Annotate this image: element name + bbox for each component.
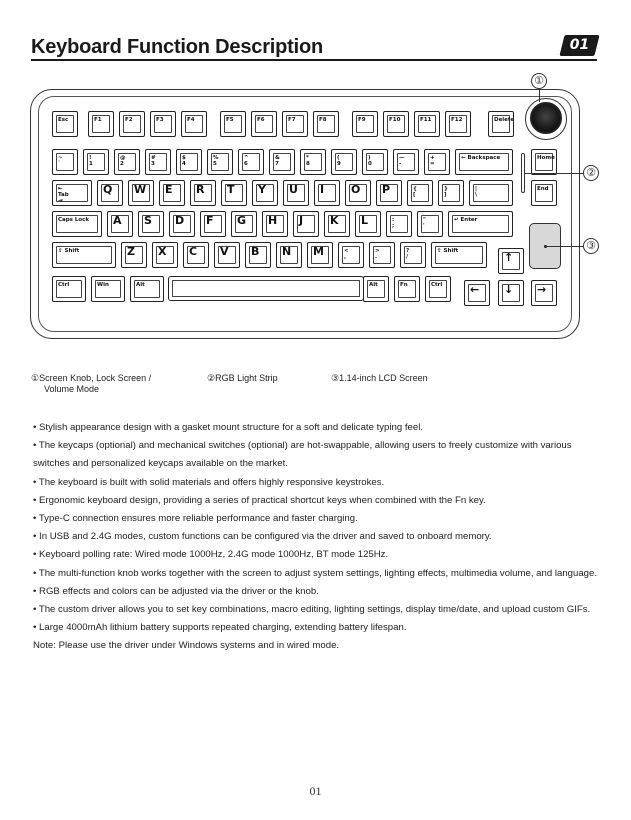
keycap bbox=[52, 149, 78, 175]
callout-1: ① bbox=[531, 73, 547, 89]
keycap bbox=[119, 111, 145, 137]
keycap-legend: : ; bbox=[392, 217, 395, 230]
keyboard-diagram bbox=[30, 89, 580, 339]
page-badge bbox=[559, 35, 599, 56]
list-item: • The keycaps (optional) and mechanical switches (optional) are hot-swappable, allowing users to freely customize with various switches and personalized keycaps available on the market. bbox=[33, 440, 572, 470]
keycap-legend: @ 2 bbox=[120, 155, 126, 168]
keycap bbox=[394, 276, 420, 302]
keycap bbox=[488, 111, 514, 137]
list-item: • Large 4000mAh lithium battery supports repeated charging, extending battery lifespan. bbox=[33, 622, 407, 634]
keycap-legend: I bbox=[320, 183, 325, 196]
keycap bbox=[238, 149, 264, 175]
keycap bbox=[324, 211, 350, 237]
caption-rgb-strip: ②RGB Light Strip bbox=[207, 373, 278, 383]
keycap bbox=[282, 111, 308, 137]
keycap bbox=[424, 149, 450, 175]
keycap bbox=[114, 149, 140, 175]
keycap-legend: S bbox=[144, 214, 152, 227]
keycap-legend: } ] bbox=[444, 186, 448, 199]
callout-3: ③ bbox=[583, 238, 599, 254]
keycap-legend: F3 bbox=[156, 117, 164, 123]
keycap-legend: + = bbox=[430, 155, 435, 168]
keycap-legend: C bbox=[189, 245, 198, 258]
keycap bbox=[251, 111, 277, 137]
keycap-legend: " ' bbox=[423, 217, 426, 230]
keycap-legend: F7 bbox=[288, 117, 296, 123]
keycap bbox=[445, 111, 471, 137]
keycap-legend: Win bbox=[97, 282, 109, 288]
keycap-legend: F12 bbox=[451, 117, 463, 123]
keycap-legend: Q bbox=[103, 183, 113, 196]
keycap bbox=[362, 149, 388, 175]
keycap-legend: # 3 bbox=[151, 155, 156, 168]
keycap bbox=[52, 180, 92, 206]
note: Note: Please use the driver under Windows systems and in wired mode. bbox=[33, 640, 340, 652]
keycap bbox=[407, 180, 433, 206]
keycap bbox=[431, 242, 487, 268]
keycap bbox=[269, 149, 295, 175]
keycap-legend: F5 bbox=[226, 117, 234, 123]
keycap-legend: ⇧ Shift bbox=[437, 248, 459, 254]
keycap bbox=[220, 111, 246, 137]
keycap-legend: ? / bbox=[406, 248, 410, 261]
keycap-legend: ← Backspace bbox=[461, 155, 501, 161]
keycap bbox=[425, 276, 451, 302]
keycap-legend: ! 1 bbox=[89, 155, 93, 168]
keycap bbox=[363, 276, 389, 302]
title-underline bbox=[31, 59, 597, 61]
keycap bbox=[181, 111, 207, 137]
keycap bbox=[414, 111, 440, 137]
keycap-legend: F4 bbox=[187, 117, 195, 123]
keycap bbox=[130, 276, 164, 302]
keycap-legend: F11 bbox=[420, 117, 432, 123]
keycap-legend: H bbox=[268, 214, 278, 227]
list-item: • Stylish appearance design with a gasket mount structure for a soft and delicate typing feel. bbox=[33, 422, 423, 433]
keycap-legend: $ 4 bbox=[182, 155, 186, 168]
keycap bbox=[498, 280, 524, 306]
list-item: • Ergonomic keyboard design, providing a series of practical shortcut keys when combined with the Fn key. bbox=[33, 494, 486, 506]
keycap-legend: → bbox=[537, 283, 547, 296]
keycap bbox=[121, 242, 147, 268]
keycap-legend: F10 bbox=[389, 117, 401, 123]
keycap-legend: N bbox=[282, 245, 292, 258]
keycap-legend: K bbox=[330, 214, 339, 227]
keycap bbox=[214, 242, 240, 268]
keycap bbox=[262, 211, 288, 237]
keycap-legend: E bbox=[165, 183, 173, 196]
keycap bbox=[52, 242, 116, 268]
keycap-legend: ↑ bbox=[504, 251, 514, 264]
keycap-legend: W bbox=[134, 183, 147, 196]
keycap bbox=[207, 149, 233, 175]
screen-knob bbox=[530, 102, 562, 134]
keycap bbox=[469, 180, 513, 206]
list-item: • Type-C connection ensures more reliable performance and faster charging. bbox=[33, 513, 358, 525]
keycap-legend: F6 bbox=[257, 117, 265, 123]
callout-3-leader bbox=[546, 246, 583, 247]
list-item: • In USB and 2.4G modes, custom functions can be configured via the driver and saved to onboard memory. bbox=[33, 531, 492, 543]
keycap bbox=[245, 242, 271, 268]
keycap bbox=[221, 180, 247, 206]
keycap bbox=[150, 111, 176, 137]
list-item: • The custom driver allows you to set key combinations, macro editing, lighting settings, display time/date, and upload custom GIFs. bbox=[33, 604, 591, 616]
keycap bbox=[531, 180, 557, 206]
keycap bbox=[438, 180, 464, 206]
keycap-legend: T bbox=[227, 183, 235, 196]
keycap bbox=[152, 242, 178, 268]
list-item: • The keyboard is built with solid materials and offers highly responsive keystrokes. bbox=[33, 476, 385, 488]
keycap-legend: V bbox=[220, 245, 229, 258]
spacebar-key bbox=[168, 276, 364, 301]
keycap bbox=[145, 149, 171, 175]
keycap bbox=[352, 111, 378, 137]
keycap-legend: F9 bbox=[358, 117, 366, 123]
keycap bbox=[345, 180, 371, 206]
keycap-legend: B bbox=[251, 245, 260, 258]
keycap bbox=[91, 276, 125, 302]
keycap-legend: P bbox=[382, 183, 391, 196]
keycap-legend: F1 bbox=[94, 117, 102, 123]
keycap bbox=[107, 211, 133, 237]
keycap-legend: Fn bbox=[400, 282, 408, 288]
keycap-legend: A bbox=[113, 214, 122, 227]
keycap bbox=[464, 280, 490, 306]
keycap bbox=[252, 180, 278, 206]
list-item: • The multi-function knob works together with the screen to adjust system settings, lighting effects, multimedia volume, and language. bbox=[33, 567, 597, 579]
keycap bbox=[338, 242, 364, 268]
keycap bbox=[314, 180, 340, 206]
list-item: • Keyboard polling rate: Wired mode 1000Hz, 2.4G mode 1000Hz, BT mode 125Hz. bbox=[33, 549, 389, 561]
keycap bbox=[369, 242, 395, 268]
keycap-legend: X bbox=[158, 245, 167, 258]
page-badge-label: 01 bbox=[569, 37, 590, 53]
caption-knob: ①Screen Knob, Lock Screen / bbox=[31, 373, 152, 383]
keycap-legend: ~ ` bbox=[58, 155, 63, 168]
keycap-legend: Alt bbox=[369, 282, 378, 288]
keycap bbox=[169, 211, 195, 237]
keycap bbox=[313, 111, 339, 137]
keycap bbox=[498, 248, 524, 274]
keycap-legend: Esc bbox=[58, 117, 69, 123]
caption-knob-cont: Volume Mode bbox=[44, 384, 100, 394]
keycap-legend: O bbox=[351, 183, 361, 196]
keycap-legend: — - bbox=[399, 155, 405, 168]
keycap bbox=[159, 180, 185, 206]
keycap-legend: ⇤ Tab ⇥ bbox=[58, 186, 69, 205]
keycap-legend: Z bbox=[127, 245, 135, 258]
keycap-legend: D bbox=[175, 214, 185, 227]
keycap-legend: J bbox=[299, 214, 304, 227]
keycap bbox=[52, 111, 78, 137]
keycap bbox=[355, 211, 381, 237]
page-title: Keyboard Function Description bbox=[31, 36, 324, 58]
keycap-legend: % 5 bbox=[213, 155, 219, 168]
keycap bbox=[400, 242, 426, 268]
keycap-legend: ↵ Enter bbox=[454, 217, 478, 223]
keycap bbox=[190, 180, 216, 206]
keycap-legend: ) 0 bbox=[368, 155, 372, 168]
keycap-legend: Ctrl bbox=[58, 282, 70, 288]
keycap bbox=[386, 211, 412, 237]
keycap-legend: ⇧ Shift bbox=[58, 248, 80, 254]
callout-2: ② bbox=[583, 165, 599, 181]
keycap-legend: Ctrl bbox=[431, 282, 443, 288]
keycap bbox=[176, 149, 202, 175]
keycap bbox=[128, 180, 154, 206]
keycap-legend: ^ 6 bbox=[244, 155, 249, 168]
keycap bbox=[393, 149, 419, 175]
list-item: • RGB effects and colors can be adjusted via the driver or the knob. bbox=[33, 585, 319, 597]
keycap-legend: End bbox=[537, 186, 549, 192]
callout-1-leader bbox=[539, 89, 540, 102]
keycap-legend: ↓ bbox=[504, 283, 514, 296]
keycap-legend: Delete bbox=[494, 117, 515, 123]
keycap-legend: ← bbox=[470, 283, 480, 296]
keycap-legend: Home bbox=[537, 155, 555, 161]
keycap-legend: < , bbox=[344, 248, 349, 261]
keycap-legend: F2 bbox=[125, 117, 133, 123]
keycap bbox=[531, 149, 557, 175]
keycap-legend: * 8 bbox=[306, 155, 310, 168]
page-number: 01 bbox=[309, 784, 322, 798]
keycap bbox=[276, 242, 302, 268]
keycap bbox=[283, 180, 309, 206]
keycap-legend: R bbox=[196, 183, 205, 196]
caption-lcd: ③1.14-inch LCD Screen bbox=[331, 373, 428, 383]
keycap bbox=[97, 180, 123, 206]
keycap-legend: L bbox=[361, 214, 369, 227]
keycap bbox=[88, 111, 114, 137]
keycap-legend: U bbox=[289, 183, 298, 196]
keycap bbox=[300, 149, 326, 175]
keycap bbox=[52, 276, 86, 302]
keycap-legend: F8 bbox=[319, 117, 327, 123]
keycap bbox=[448, 211, 513, 237]
keycap bbox=[331, 149, 357, 175]
keycap bbox=[293, 211, 319, 237]
keycap bbox=[231, 211, 257, 237]
keycap-legend: ( 9 bbox=[337, 155, 341, 168]
keycap-legend: & 7 bbox=[275, 155, 280, 168]
keycap-legend: { [ bbox=[413, 186, 417, 199]
keycap bbox=[383, 111, 409, 137]
keycap bbox=[531, 280, 557, 306]
keycap bbox=[52, 211, 102, 237]
keycap-legend: > . bbox=[375, 248, 380, 261]
keycap bbox=[200, 211, 226, 237]
keycap bbox=[417, 211, 443, 237]
keycap-legend: Caps Lock bbox=[58, 217, 90, 223]
keycap bbox=[307, 242, 333, 268]
callout-2-leader bbox=[525, 173, 583, 174]
keycap-legend: M bbox=[313, 245, 324, 258]
keycap-legend: F bbox=[206, 214, 214, 227]
keycap-legend: G bbox=[237, 214, 247, 227]
keycap-legend: Alt bbox=[136, 282, 145, 288]
keycap bbox=[83, 149, 109, 175]
keycap bbox=[138, 211, 164, 237]
feature-list bbox=[33, 419, 609, 656]
keycap-legend: Y bbox=[258, 183, 266, 196]
keycap bbox=[183, 242, 209, 268]
keycap bbox=[455, 149, 513, 175]
keycap-legend: | \ bbox=[475, 186, 478, 199]
keycap bbox=[376, 180, 402, 206]
